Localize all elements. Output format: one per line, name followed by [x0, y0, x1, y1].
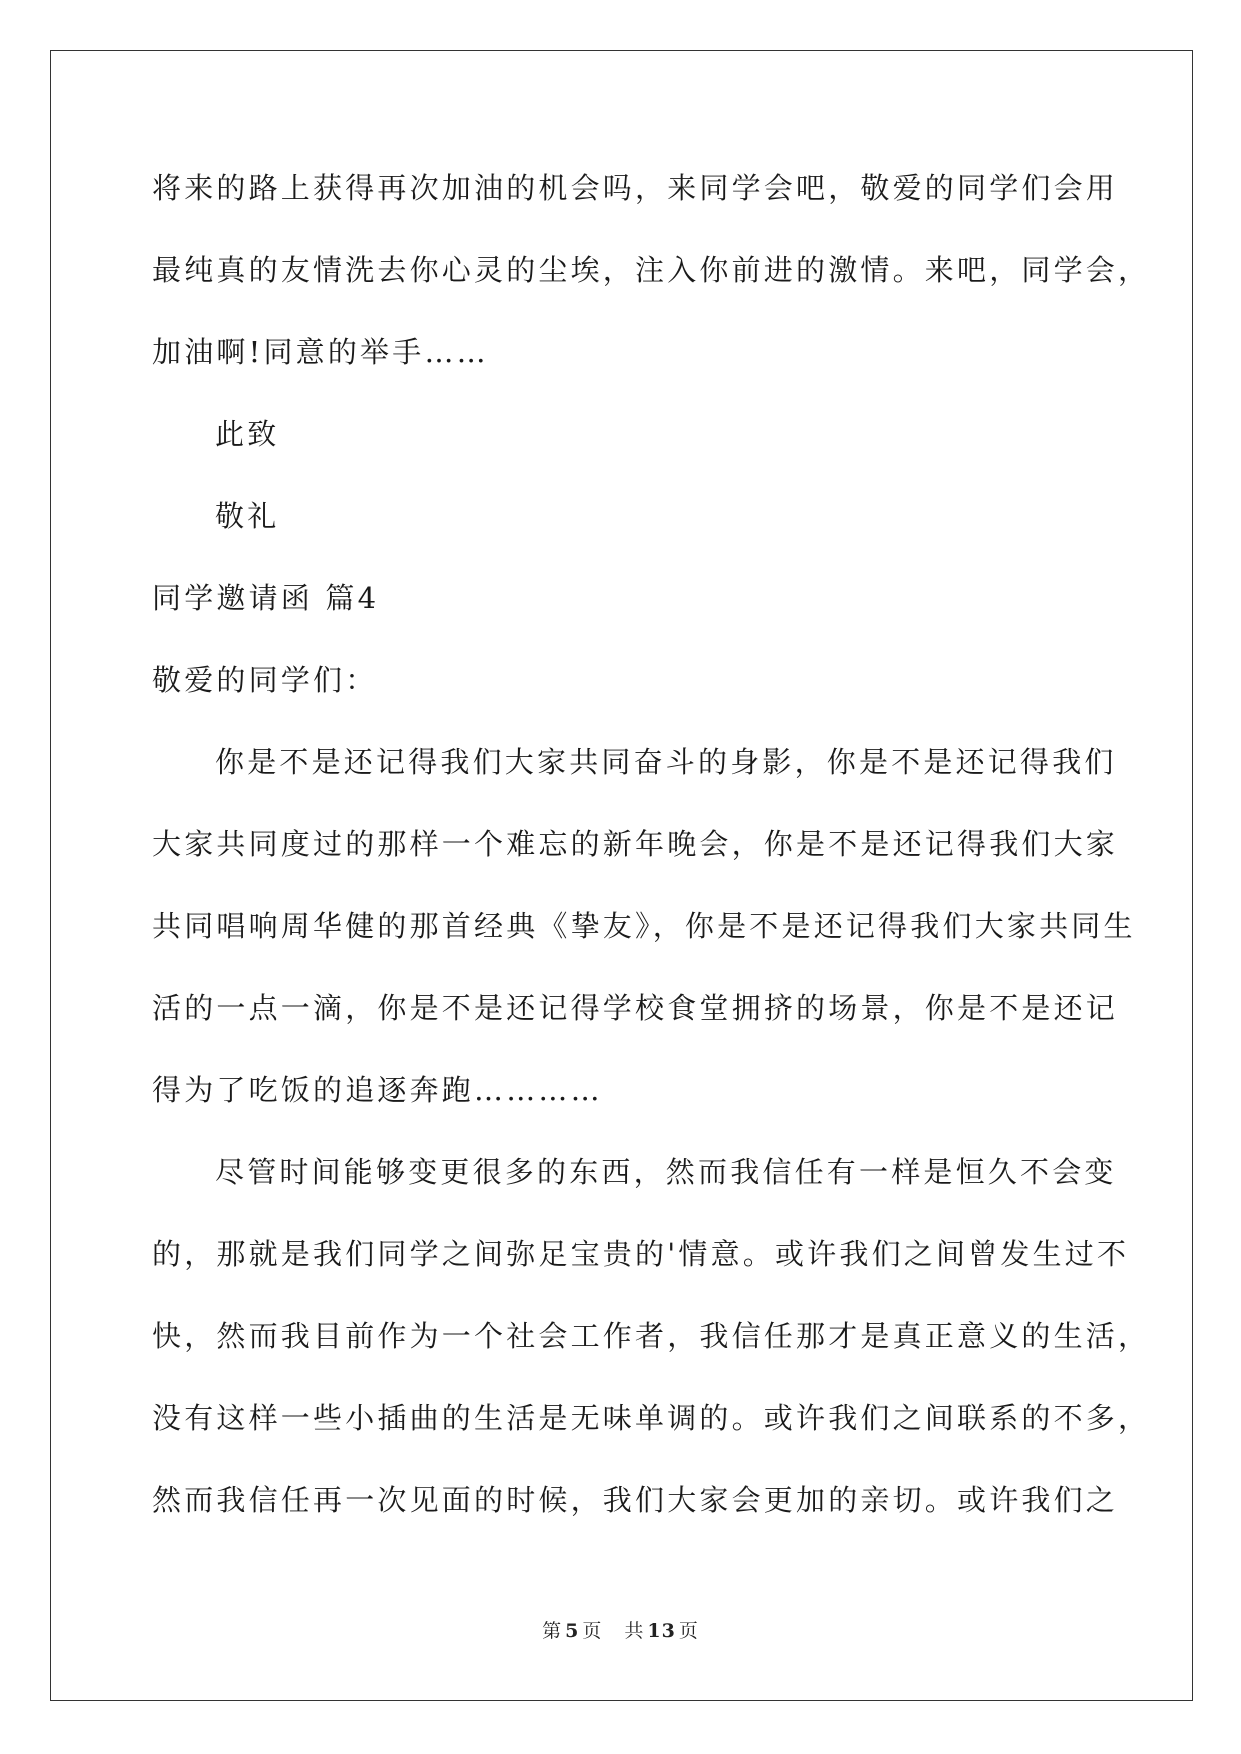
page-number: 5: [565, 1620, 580, 1642]
text-line-12: 得为了吃饭的追逐奔跑…………: [152, 1073, 603, 1107]
text-line-3: 加油啊!同意的举手……: [152, 335, 489, 369]
closing-salutation-2: 敬礼: [215, 499, 280, 533]
text-line-10: 共同唱响周华健的那首经典《挚友》，你是不是还记得我们大家共同生: [152, 909, 1136, 943]
text-line-17: 然而我信任再一次见面的时候，我们大家会更加的亲切。或许我们之: [152, 1483, 1119, 1517]
text-line-16: 没有这样一些小插曲的生活是无味单调的。或许我们之间联系的不多，: [152, 1401, 1151, 1435]
page-footer: [0, 1616, 1241, 1643]
text-line-1: 将来的路上获得再次加油的机会吗，来同学会吧，敬爱的同学们会用: [152, 171, 1119, 205]
text-line-11: 活的一点一滴，你是不是还记得学校食堂拥挤的场景，你是不是还记: [152, 991, 1119, 1025]
document-body: [152, 160, 1151, 1554]
total-pages: 13: [647, 1620, 676, 1642]
text-line-2: 最纯真的友情洗去你心灵的尘埃，注入你前进的激情。来吧，同学会，: [152, 253, 1151, 287]
total-suffix: 页: [678, 1620, 699, 1642]
text-line-14: 的，那就是我们同学之间弥足宝贵的'情意。或许我们之间曾发生过不: [152, 1237, 1130, 1271]
text-line-15: 快，然而我目前作为一个社会工作者，我信任那才是真正意义的生活，: [152, 1319, 1151, 1353]
text-line-8: 你是不是还记得我们大家共同奋斗的身影，你是不是还记得我们: [215, 745, 1117, 779]
total-prefix: 共: [624, 1620, 645, 1642]
text-line-9: 大家共同度过的那样一个难忘的新年晚会，你是不是还记得我们大家: [152, 827, 1119, 861]
text-line-13: 尽管时间能够变更很多的东西，然而我信任有一样是恒久不会变: [215, 1155, 1117, 1189]
page-suffix: 页: [582, 1620, 603, 1642]
section-heading: 同学邀请函 篇4: [152, 581, 380, 615]
closing-salutation-1: 此致: [215, 417, 280, 451]
page-prefix: 第: [542, 1620, 563, 1642]
greeting-line: 敬爱的同学们：: [152, 663, 378, 697]
